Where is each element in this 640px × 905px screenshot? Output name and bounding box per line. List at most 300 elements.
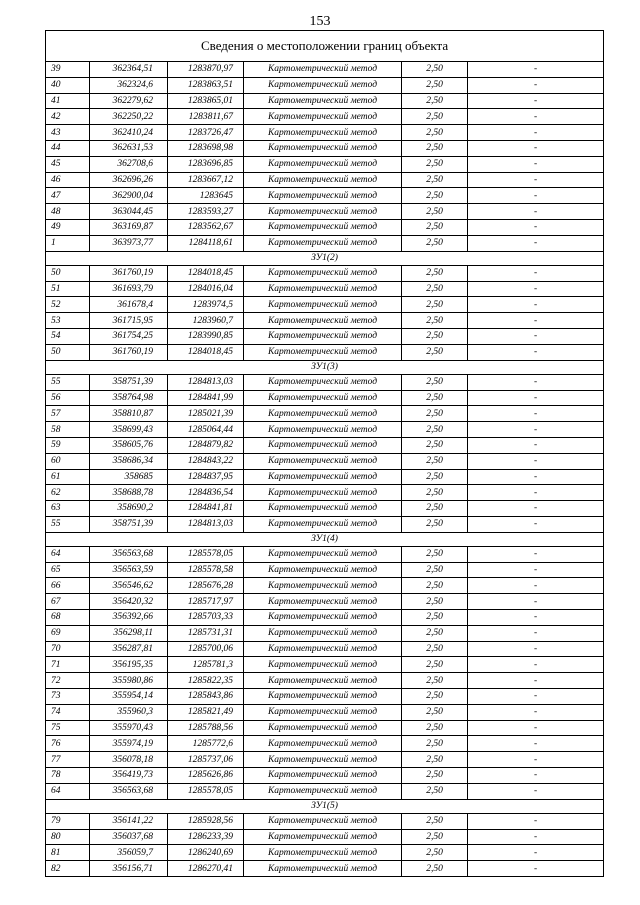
y-coordinate-cell: 1283865,01 bbox=[168, 93, 244, 109]
table-row bbox=[46, 406, 604, 422]
description-cell: - bbox=[468, 720, 604, 736]
point-number-cell: 80 bbox=[46, 829, 90, 845]
x-coordinate-cell: 362364,51 bbox=[90, 62, 168, 78]
point-number-cell: 56 bbox=[46, 390, 90, 406]
point-number-cell: 73 bbox=[46, 689, 90, 705]
description-cell: - bbox=[468, 768, 604, 784]
accuracy-cell: 2,50 bbox=[402, 328, 468, 344]
x-coordinate-cell: 362324,6 bbox=[90, 77, 168, 93]
method-cell: Картометрический метод bbox=[244, 783, 402, 799]
accuracy-cell: 2,50 bbox=[402, 829, 468, 845]
method-cell: Картометрический метод bbox=[244, 641, 402, 657]
point-number-cell: 41 bbox=[46, 93, 90, 109]
y-coordinate-cell: 1283811,67 bbox=[168, 109, 244, 125]
x-coordinate-cell: 358764,98 bbox=[90, 390, 168, 406]
table-row bbox=[46, 752, 604, 768]
point-number-cell: 78 bbox=[46, 768, 90, 784]
method-cell: Картометрический метод bbox=[244, 546, 402, 562]
method-cell: Картометрический метод bbox=[244, 156, 402, 172]
accuracy-cell: 2,50 bbox=[402, 594, 468, 610]
y-coordinate-cell: 1283667,12 bbox=[168, 172, 244, 188]
section-label: ЗУ1(2) bbox=[46, 251, 604, 265]
point-number-cell: 44 bbox=[46, 140, 90, 156]
accuracy-cell: 2,50 bbox=[402, 374, 468, 390]
point-number-cell: 74 bbox=[46, 704, 90, 720]
y-coordinate-cell: 1283870,97 bbox=[168, 62, 244, 78]
description-cell: - bbox=[468, 657, 604, 673]
table-row bbox=[46, 125, 604, 141]
x-coordinate-cell: 356156,71 bbox=[90, 861, 168, 877]
y-coordinate-cell: 1283593,27 bbox=[168, 204, 244, 220]
accuracy-cell: 2,50 bbox=[402, 453, 468, 469]
x-coordinate-cell: 361693,79 bbox=[90, 281, 168, 297]
accuracy-cell: 2,50 bbox=[402, 813, 468, 829]
method-cell: Картометрический метод bbox=[244, 845, 402, 861]
point-number-cell: 51 bbox=[46, 281, 90, 297]
table-row bbox=[46, 469, 604, 485]
accuracy-cell: 2,50 bbox=[402, 485, 468, 501]
table-row bbox=[46, 172, 604, 188]
table-row bbox=[46, 673, 604, 689]
point-number-cell: 77 bbox=[46, 752, 90, 768]
section-label: ЗУ1(5) bbox=[46, 799, 604, 813]
table-row bbox=[46, 77, 604, 93]
y-coordinate-cell: 1285928,56 bbox=[168, 813, 244, 829]
x-coordinate-cell: 356078,18 bbox=[90, 752, 168, 768]
point-number-cell: 45 bbox=[46, 156, 90, 172]
method-cell: Картометрический метод bbox=[244, 469, 402, 485]
method-cell: Картометрический метод bbox=[244, 62, 402, 78]
description-cell: - bbox=[468, 219, 604, 235]
table-row bbox=[46, 453, 604, 469]
y-coordinate-cell: 1283990,85 bbox=[168, 328, 244, 344]
accuracy-cell: 2,50 bbox=[402, 562, 468, 578]
table-row bbox=[46, 546, 604, 562]
point-number-cell: 50 bbox=[46, 344, 90, 360]
point-number-cell: 52 bbox=[46, 297, 90, 313]
y-coordinate-cell: 1284836,54 bbox=[168, 485, 244, 501]
point-number-cell: 54 bbox=[46, 328, 90, 344]
x-coordinate-cell: 355974,19 bbox=[90, 736, 168, 752]
x-coordinate-cell: 356420,32 bbox=[90, 594, 168, 610]
x-coordinate-cell: 358605,76 bbox=[90, 437, 168, 453]
y-coordinate-cell: 1285788,56 bbox=[168, 720, 244, 736]
table-row bbox=[46, 328, 604, 344]
x-coordinate-cell: 362631,53 bbox=[90, 140, 168, 156]
x-coordinate-cell: 361678,4 bbox=[90, 297, 168, 313]
description-cell: - bbox=[468, 140, 604, 156]
accuracy-cell: 2,50 bbox=[402, 673, 468, 689]
x-coordinate-cell: 361754,25 bbox=[90, 328, 168, 344]
accuracy-cell: 2,50 bbox=[402, 313, 468, 329]
accuracy-cell: 2,50 bbox=[402, 297, 468, 313]
x-coordinate-cell: 356563,68 bbox=[90, 783, 168, 799]
y-coordinate-cell: 1284016,04 bbox=[168, 281, 244, 297]
x-coordinate-cell: 358751,39 bbox=[90, 516, 168, 532]
method-cell: Картометрический метод bbox=[244, 313, 402, 329]
point-number-cell: 53 bbox=[46, 313, 90, 329]
x-coordinate-cell: 356287,81 bbox=[90, 641, 168, 657]
method-cell: Картометрический метод bbox=[244, 736, 402, 752]
method-cell: Картометрический метод bbox=[244, 235, 402, 251]
description-cell: - bbox=[468, 845, 604, 861]
x-coordinate-cell: 356419,73 bbox=[90, 768, 168, 784]
point-number-cell: 59 bbox=[46, 437, 90, 453]
y-coordinate-cell: 1286270,41 bbox=[168, 861, 244, 877]
method-cell: Картометрический метод bbox=[244, 204, 402, 220]
method-cell: Картометрический метод bbox=[244, 829, 402, 845]
accuracy-cell: 2,50 bbox=[402, 406, 468, 422]
table-title-row bbox=[46, 31, 604, 62]
accuracy-cell: 2,50 bbox=[402, 125, 468, 141]
method-cell: Картометрический метод bbox=[244, 673, 402, 689]
point-number-cell: 1 bbox=[46, 235, 90, 251]
table-row bbox=[46, 281, 604, 297]
point-number-cell: 82 bbox=[46, 861, 90, 877]
description-cell: - bbox=[468, 578, 604, 594]
y-coordinate-cell: 1283960,7 bbox=[168, 313, 244, 329]
description-cell: - bbox=[468, 125, 604, 141]
method-cell: Картометрический метод bbox=[244, 140, 402, 156]
description-cell: - bbox=[468, 453, 604, 469]
method-cell: Картометрический метод bbox=[244, 172, 402, 188]
method-cell: Картометрический метод bbox=[244, 437, 402, 453]
y-coordinate-cell: 1284841,99 bbox=[168, 390, 244, 406]
y-coordinate-cell: 1285703,33 bbox=[168, 610, 244, 626]
table-row bbox=[46, 578, 604, 594]
table-row bbox=[46, 313, 604, 329]
y-coordinate-cell: 1284813,03 bbox=[168, 374, 244, 390]
method-cell: Картометрический метод bbox=[244, 344, 402, 360]
accuracy-cell: 2,50 bbox=[402, 390, 468, 406]
description-cell: - bbox=[468, 62, 604, 78]
x-coordinate-cell: 356563,68 bbox=[90, 546, 168, 562]
table-row bbox=[46, 501, 604, 517]
y-coordinate-cell: 1285843,86 bbox=[168, 689, 244, 705]
y-coordinate-cell: 1283562,67 bbox=[168, 219, 244, 235]
table-row bbox=[46, 625, 604, 641]
y-coordinate-cell: 1283726,47 bbox=[168, 125, 244, 141]
point-number-cell: 39 bbox=[46, 62, 90, 78]
method-cell: Картометрический метод bbox=[244, 188, 402, 204]
y-coordinate-cell: 1286233,39 bbox=[168, 829, 244, 845]
table-row bbox=[46, 845, 604, 861]
table-row bbox=[46, 829, 604, 845]
x-coordinate-cell: 358751,39 bbox=[90, 374, 168, 390]
description-cell: - bbox=[468, 297, 604, 313]
accuracy-cell: 2,50 bbox=[402, 219, 468, 235]
method-cell: Картометрический метод bbox=[244, 422, 402, 438]
accuracy-cell: 2,50 bbox=[402, 172, 468, 188]
accuracy-cell: 2,50 bbox=[402, 720, 468, 736]
x-coordinate-cell: 355954,14 bbox=[90, 689, 168, 705]
x-coordinate-cell: 363169,87 bbox=[90, 219, 168, 235]
description-cell: - bbox=[468, 422, 604, 438]
x-coordinate-cell: 363044,45 bbox=[90, 204, 168, 220]
method-cell: Картометрический метод bbox=[244, 485, 402, 501]
method-cell: Картометрический метод bbox=[244, 390, 402, 406]
y-coordinate-cell: 1284841,81 bbox=[168, 501, 244, 517]
accuracy-cell: 2,50 bbox=[402, 344, 468, 360]
accuracy-cell: 2,50 bbox=[402, 625, 468, 641]
method-cell: Картометрический метод bbox=[244, 406, 402, 422]
table-row bbox=[46, 783, 604, 799]
method-cell: Картометрический метод bbox=[244, 657, 402, 673]
description-cell: - bbox=[468, 172, 604, 188]
y-coordinate-cell: 1285064,44 bbox=[168, 422, 244, 438]
section-row bbox=[46, 251, 604, 265]
point-number-cell: 64 bbox=[46, 783, 90, 799]
table-row bbox=[46, 704, 604, 720]
y-coordinate-cell: 1285578,05 bbox=[168, 783, 244, 799]
point-number-cell: 76 bbox=[46, 736, 90, 752]
point-number-cell: 58 bbox=[46, 422, 90, 438]
method-cell: Картометрический метод bbox=[244, 578, 402, 594]
point-number-cell: 60 bbox=[46, 453, 90, 469]
method-cell: Картометрический метод bbox=[244, 752, 402, 768]
x-coordinate-cell: 361760,19 bbox=[90, 344, 168, 360]
description-cell: - bbox=[468, 562, 604, 578]
y-coordinate-cell: 1285578,58 bbox=[168, 562, 244, 578]
table-title: Сведения о местоположении границ объекта bbox=[46, 31, 604, 62]
y-coordinate-cell: 1284837,95 bbox=[168, 469, 244, 485]
accuracy-cell: 2,50 bbox=[402, 657, 468, 673]
y-coordinate-cell: 1285626,86 bbox=[168, 768, 244, 784]
description-cell: - bbox=[468, 313, 604, 329]
description-cell: - bbox=[468, 265, 604, 281]
point-number-cell: 65 bbox=[46, 562, 90, 578]
accuracy-cell: 2,50 bbox=[402, 422, 468, 438]
table-row bbox=[46, 62, 604, 78]
x-coordinate-cell: 358688,78 bbox=[90, 485, 168, 501]
table-row bbox=[46, 390, 604, 406]
description-cell: - bbox=[468, 156, 604, 172]
accuracy-cell: 2,50 bbox=[402, 610, 468, 626]
x-coordinate-cell: 362900,04 bbox=[90, 188, 168, 204]
table-row bbox=[46, 437, 604, 453]
table-row bbox=[46, 720, 604, 736]
table-row bbox=[46, 485, 604, 501]
accuracy-cell: 2,50 bbox=[402, 845, 468, 861]
x-coordinate-cell: 356037,68 bbox=[90, 829, 168, 845]
accuracy-cell: 2,50 bbox=[402, 689, 468, 705]
table-row bbox=[46, 736, 604, 752]
method-cell: Картометрический метод bbox=[244, 813, 402, 829]
accuracy-cell: 2,50 bbox=[402, 265, 468, 281]
accuracy-cell: 2,50 bbox=[402, 93, 468, 109]
point-number-cell: 50 bbox=[46, 265, 90, 281]
method-cell: Картометрический метод bbox=[244, 594, 402, 610]
x-coordinate-cell: 358699,43 bbox=[90, 422, 168, 438]
point-number-cell: 42 bbox=[46, 109, 90, 125]
description-cell: - bbox=[468, 344, 604, 360]
table-row bbox=[46, 265, 604, 281]
accuracy-cell: 2,50 bbox=[402, 546, 468, 562]
table-row bbox=[46, 861, 604, 877]
accuracy-cell: 2,50 bbox=[402, 641, 468, 657]
accuracy-cell: 2,50 bbox=[402, 109, 468, 125]
point-number-cell: 75 bbox=[46, 720, 90, 736]
point-number-cell: 49 bbox=[46, 219, 90, 235]
table-row bbox=[46, 156, 604, 172]
method-cell: Картометрический метод bbox=[244, 281, 402, 297]
table-row bbox=[46, 109, 604, 125]
description-cell: - bbox=[468, 546, 604, 562]
y-coordinate-cell: 1284843,22 bbox=[168, 453, 244, 469]
y-coordinate-cell: 1283698,98 bbox=[168, 140, 244, 156]
x-coordinate-cell: 358686,34 bbox=[90, 453, 168, 469]
y-coordinate-cell: 1285772,6 bbox=[168, 736, 244, 752]
x-coordinate-cell: 362279,62 bbox=[90, 93, 168, 109]
description-cell: - bbox=[468, 328, 604, 344]
y-coordinate-cell: 1283696,85 bbox=[168, 156, 244, 172]
point-number-cell: 79 bbox=[46, 813, 90, 829]
x-coordinate-cell: 361715,95 bbox=[90, 313, 168, 329]
table-row bbox=[46, 204, 604, 220]
method-cell: Картометрический метод bbox=[244, 610, 402, 626]
x-coordinate-cell: 356563,59 bbox=[90, 562, 168, 578]
point-number-cell: 43 bbox=[46, 125, 90, 141]
point-number-cell: 40 bbox=[46, 77, 90, 93]
accuracy-cell: 2,50 bbox=[402, 437, 468, 453]
table-row bbox=[46, 657, 604, 673]
accuracy-cell: 2,50 bbox=[402, 578, 468, 594]
method-cell: Картометрический метод bbox=[244, 625, 402, 641]
method-cell: Картометрический метод bbox=[244, 453, 402, 469]
x-coordinate-cell: 361760,19 bbox=[90, 265, 168, 281]
method-cell: Картометрический метод bbox=[244, 720, 402, 736]
table-row bbox=[46, 689, 604, 705]
accuracy-cell: 2,50 bbox=[402, 140, 468, 156]
accuracy-cell: 2,50 bbox=[402, 736, 468, 752]
method-cell: Картометрический метод bbox=[244, 219, 402, 235]
description-cell: - bbox=[468, 188, 604, 204]
section-row bbox=[46, 360, 604, 374]
method-cell: Картометрический метод bbox=[244, 501, 402, 517]
accuracy-cell: 2,50 bbox=[402, 204, 468, 220]
accuracy-cell: 2,50 bbox=[402, 235, 468, 251]
description-cell: - bbox=[468, 501, 604, 517]
point-number-cell: 55 bbox=[46, 516, 90, 532]
point-number-cell: 71 bbox=[46, 657, 90, 673]
method-cell: Картометрический метод bbox=[244, 297, 402, 313]
x-coordinate-cell: 355980,86 bbox=[90, 673, 168, 689]
description-cell: - bbox=[468, 390, 604, 406]
y-coordinate-cell: 1283645 bbox=[168, 188, 244, 204]
description-cell: - bbox=[468, 485, 604, 501]
x-coordinate-cell: 355960,3 bbox=[90, 704, 168, 720]
method-cell: Картометрический метод bbox=[244, 861, 402, 877]
point-number-cell: 64 bbox=[46, 546, 90, 562]
description-cell: - bbox=[468, 109, 604, 125]
x-coordinate-cell: 356392,66 bbox=[90, 610, 168, 626]
x-coordinate-cell: 362696,26 bbox=[90, 172, 168, 188]
x-coordinate-cell: 362250,22 bbox=[90, 109, 168, 125]
boundary-coordinates-table bbox=[45, 30, 604, 877]
description-cell: - bbox=[468, 281, 604, 297]
x-coordinate-cell: 362410,24 bbox=[90, 125, 168, 141]
method-cell: Картометрический метод bbox=[244, 265, 402, 281]
x-coordinate-cell: 356195,35 bbox=[90, 657, 168, 673]
point-number-cell: 81 bbox=[46, 845, 90, 861]
table-row bbox=[46, 140, 604, 156]
table-row bbox=[46, 813, 604, 829]
method-cell: Картометрический метод bbox=[244, 374, 402, 390]
x-coordinate-cell: 358685 bbox=[90, 469, 168, 485]
method-cell: Картометрический метод bbox=[244, 125, 402, 141]
description-cell: - bbox=[468, 437, 604, 453]
y-coordinate-cell: 1285731,31 bbox=[168, 625, 244, 641]
description-cell: - bbox=[468, 406, 604, 422]
x-coordinate-cell: 356059,7 bbox=[90, 845, 168, 861]
method-cell: Картометрический метод bbox=[244, 93, 402, 109]
x-coordinate-cell: 356546,62 bbox=[90, 578, 168, 594]
y-coordinate-cell: 1284018,45 bbox=[168, 265, 244, 281]
table-row bbox=[46, 610, 604, 626]
description-cell: - bbox=[468, 736, 604, 752]
section-row bbox=[46, 799, 604, 813]
y-coordinate-cell: 1285021,39 bbox=[168, 406, 244, 422]
table-row bbox=[46, 768, 604, 784]
section-label: ЗУ1(4) bbox=[46, 532, 604, 546]
description-cell: - bbox=[468, 374, 604, 390]
description-cell: - bbox=[468, 516, 604, 532]
accuracy-cell: 2,50 bbox=[402, 77, 468, 93]
table-row bbox=[46, 188, 604, 204]
accuracy-cell: 2,50 bbox=[402, 704, 468, 720]
point-number-cell: 72 bbox=[46, 673, 90, 689]
y-coordinate-cell: 1283863,51 bbox=[168, 77, 244, 93]
point-number-cell: 69 bbox=[46, 625, 90, 641]
method-cell: Картометрический метод bbox=[244, 562, 402, 578]
y-coordinate-cell: 1283974,5 bbox=[168, 297, 244, 313]
x-coordinate-cell: 358810,87 bbox=[90, 406, 168, 422]
table-row bbox=[46, 594, 604, 610]
point-number-cell: 67 bbox=[46, 594, 90, 610]
table-row bbox=[46, 516, 604, 532]
x-coordinate-cell: 355970,43 bbox=[90, 720, 168, 736]
point-number-cell: 63 bbox=[46, 501, 90, 517]
point-number-cell: 68 bbox=[46, 610, 90, 626]
description-cell: - bbox=[468, 689, 604, 705]
point-number-cell: 48 bbox=[46, 204, 90, 220]
method-cell: Картометрический метод bbox=[244, 768, 402, 784]
accuracy-cell: 2,50 bbox=[402, 156, 468, 172]
accuracy-cell: 2,50 bbox=[402, 501, 468, 517]
table-row bbox=[46, 93, 604, 109]
accuracy-cell: 2,50 bbox=[402, 783, 468, 799]
section-row bbox=[46, 532, 604, 546]
description-cell: - bbox=[468, 829, 604, 845]
x-coordinate-cell: 363973,77 bbox=[90, 235, 168, 251]
y-coordinate-cell: 1284879,82 bbox=[168, 437, 244, 453]
y-coordinate-cell: 1285781,3 bbox=[168, 657, 244, 673]
description-cell: - bbox=[468, 752, 604, 768]
point-number-cell: 55 bbox=[46, 374, 90, 390]
method-cell: Картометрический метод bbox=[244, 689, 402, 705]
point-number-cell: 61 bbox=[46, 469, 90, 485]
accuracy-cell: 2,50 bbox=[402, 752, 468, 768]
y-coordinate-cell: 1285578,05 bbox=[168, 546, 244, 562]
x-coordinate-cell: 358690,2 bbox=[90, 501, 168, 517]
point-number-cell: 66 bbox=[46, 578, 90, 594]
accuracy-cell: 2,50 bbox=[402, 281, 468, 297]
page-number: 153 bbox=[309, 14, 331, 29]
y-coordinate-cell: 1286240,69 bbox=[168, 845, 244, 861]
description-cell: - bbox=[468, 93, 604, 109]
table-row bbox=[46, 374, 604, 390]
description-cell: - bbox=[468, 861, 604, 877]
